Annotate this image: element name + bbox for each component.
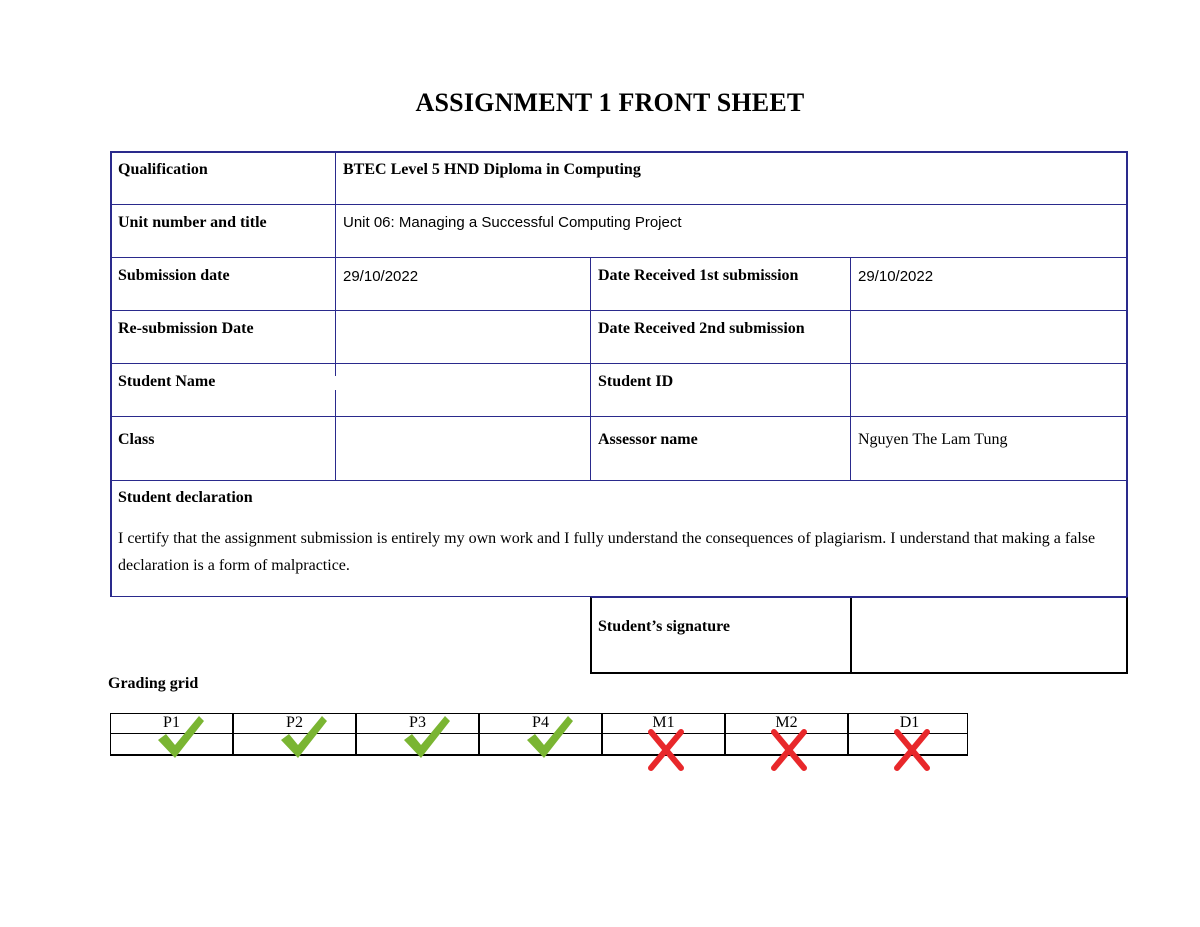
cross-icon (645, 728, 695, 776)
check-icon (525, 713, 575, 761)
row-divider (110, 480, 1128, 481)
col-divider (850, 257, 851, 480)
submission-date-value: 29/10/2022 (343, 268, 419, 285)
date-received-1st-value: 29/10/2022 (858, 268, 934, 285)
student-name-label: Student Name (118, 373, 216, 390)
signature-label: Student’s signature (598, 618, 731, 635)
grade-header-m1: M1 (652, 714, 675, 731)
grade-header-p3: P3 (409, 714, 426, 731)
page-title: ASSIGNMENT 1 FRONT SHEET (415, 88, 805, 117)
grade-header-d1: D1 (899, 714, 920, 731)
row-divider (110, 257, 1128, 258)
check-icon (279, 713, 329, 761)
declaration-text: I certify that the assignment submission is entirely my own work and I fully understand the consequences of plagiarism. I understand that making a false declaration is a form of malpractice. (118, 530, 1096, 574)
grade-header-p4: P4 (532, 714, 549, 731)
grading-grid-heading: Grading grid (108, 675, 199, 692)
submission-date-label: Submission date (118, 267, 230, 284)
qualification-value: BTEC Level 5 HND Diploma in Computing (343, 161, 641, 178)
col-divider (335, 152, 336, 376)
check-icon (156, 713, 206, 761)
signature-divider (850, 598, 852, 673)
row-divider (110, 204, 1128, 205)
unit-label: Unit number and title (118, 214, 267, 231)
assessor-label: Assessor name (598, 431, 698, 448)
date-received-2nd-label: Date Received 2nd submission (598, 320, 805, 337)
col-divider (335, 390, 336, 480)
grade-header-p2: P2 (286, 714, 303, 731)
row-divider (110, 310, 1128, 311)
assessor-value: Nguyen The Lam Tung (858, 431, 1008, 448)
class-label: Class (118, 431, 155, 448)
unit-value: Unit 06: Managing a Successful Computing Project (343, 214, 682, 231)
qualification-label: Qualification (118, 161, 208, 178)
resubmission-date-label: Re-submission Date (118, 320, 254, 337)
cross-icon (768, 728, 818, 776)
declaration-heading: Student declaration (118, 489, 253, 506)
check-icon (402, 713, 452, 761)
row-divider (110, 363, 1128, 364)
cross-icon (891, 728, 941, 776)
grade-header-m2: M2 (775, 714, 798, 731)
date-received-1st-label: Date Received 1st submission (598, 267, 799, 284)
student-id-label: Student ID (598, 373, 674, 390)
col-divider (590, 257, 591, 480)
row-divider (110, 416, 1128, 417)
grade-header-p1: P1 (163, 714, 180, 731)
